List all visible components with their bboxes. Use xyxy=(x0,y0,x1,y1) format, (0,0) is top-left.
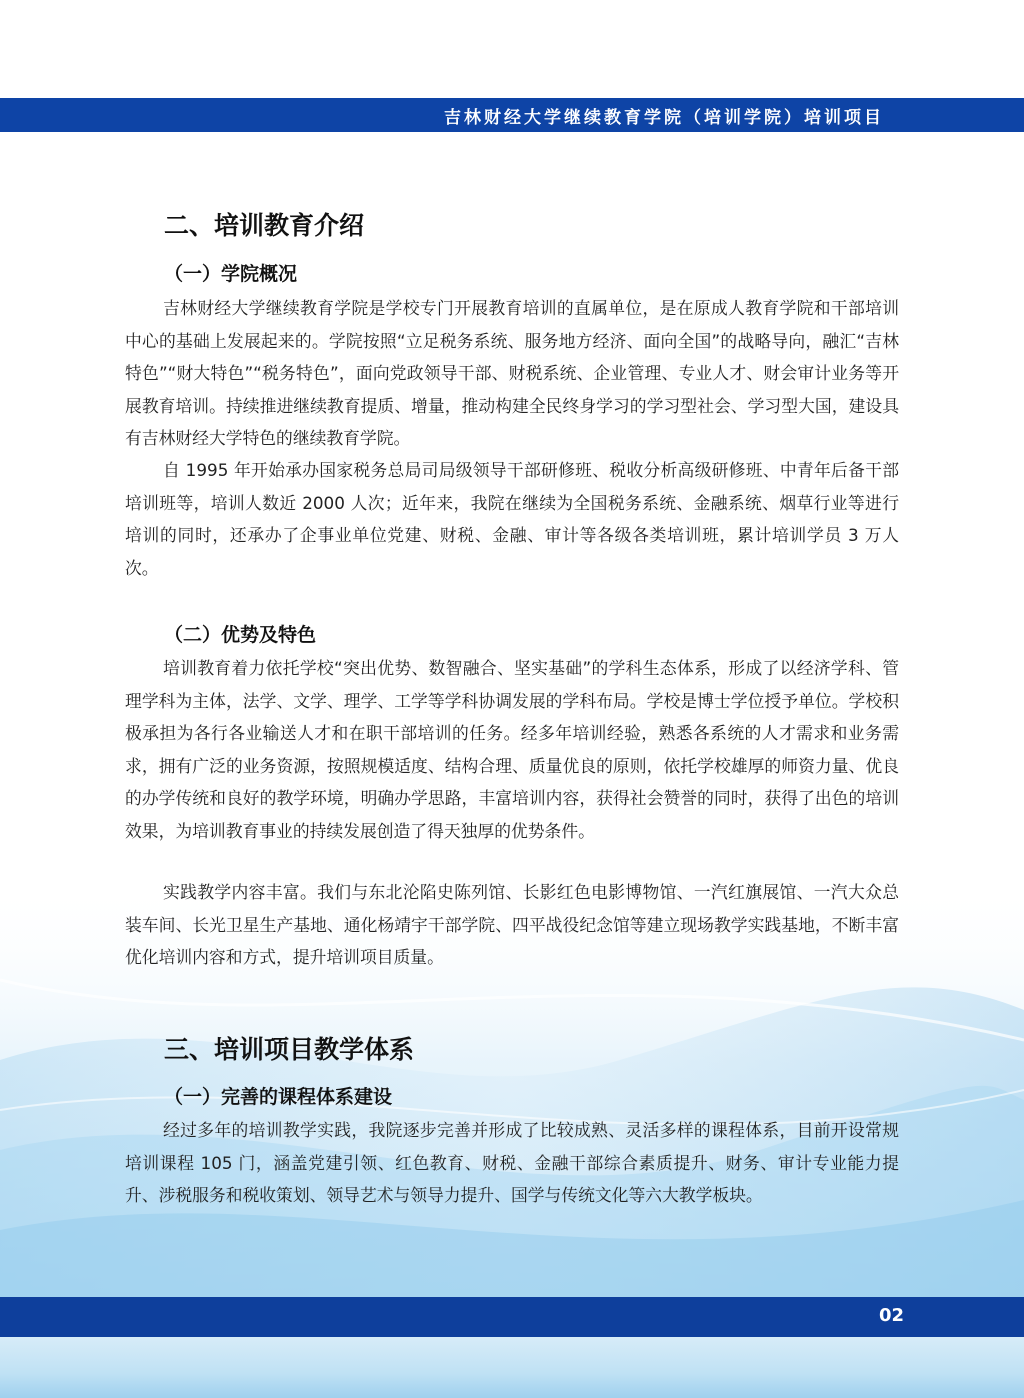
footer-wave-strip xyxy=(0,1337,1024,1398)
paragraph-overview-1: 吉林财经大学继续教育学院是学校专门开展教育培训的直属单位，是在原成人教育学院和干部培训中心的基础上发展起来的。学院按照“立足税务系统、服务地方经济、面向全国”的战略导向，融汇“吉林特色”“财大特色”“税务特色”，面向党政领导干部、财税系统、企业管理、专业人才、财会审计业务等开展教育培训。持续推进继续教育提质、增量，推动构建全民终身学习的学习型社会、学习型大国，建设具有吉林财经大学特色的继续教育学院。 xyxy=(125,298,899,448)
footer-band xyxy=(0,1297,1024,1337)
paragraph-advantages-1: 培训教育着力依托学校“突出优势、数智融合、坚实基础”的学科生态体系，形成了以经济学科、管理学科为主体，法学、文学、理学、工学等学科协调发展的学科布局。学校是博士学位授予单位。学校积极承担为各行各业输送人才和在职干部培训的任务。经多年培训经验，熟悉各系统的人才需求和业务需求，拥有广泛的业务资源，按照规模适度、结构合理、质量优良的原则，依托学校雄厚的师资力量、优良的办学传统和良好的教学环境，明确办学思路，丰富培训内容，获得社会赞誉的同时，获得了出色的培训效果，为培训教育事业的持续发展创造了得天独厚的优势条件。 xyxy=(125,658,899,841)
section-heading-training-intro: 二、培训教育介绍 xyxy=(164,211,365,240)
paragraph-curriculum-1: 经过多年的培训教学实践，我院逐步完善并形成了比较成熟、灵活多样的课程体系，目前开设常规培训课程 105 门，涵盖党建引领、红色教育、财税、金融干部综合素质提升、财务、审计专业能力提升、涉税服务和税收策划、领导艺术与领导力提升、国学与传统文化等六大教学板块。 xyxy=(125,1120,899,1205)
paragraph-advantages-2: 实践教学内容丰富。我们与东北沦陷史陈列馆、长影红色电影博物馆、一汽红旗展馆、一汽大众总装车间、长光卫星生产基地、通化杨靖宇干部学院、四平战役纪念馆等建立现场教学实践基地，不断丰富优化培训内容和方式，提升培训项目质量。 xyxy=(125,882,899,967)
paragraph-overview-2: 自 1995 年开始承办国家税务总局司局级领导干部研修班、税收分析高级研修班、中青年后备干部培训班等，培训人数近 2000 人次；近年来，我院在继续为全国税务系统、金融系统、烟草行业等进行培训的同时，还承办了企事业单位党建、财税、金融、审计等各级各类培训班，累计培训学员 3 万人次。 xyxy=(125,460,899,578)
section-heading-teaching-system: 三、培训项目教学体系 xyxy=(164,1035,415,1064)
subheading-curriculum: （一）完善的课程体系建设 xyxy=(164,1086,393,1108)
header-band xyxy=(0,98,1024,132)
header-title: 吉林财经大学继续教育学院（培训学院）培训项目 xyxy=(444,108,884,128)
subheading-college-overview: （一）学院概况 xyxy=(164,263,298,285)
subheading-advantages: （二）优势及特色 xyxy=(164,624,317,646)
page-number: 02 xyxy=(878,1305,904,1326)
